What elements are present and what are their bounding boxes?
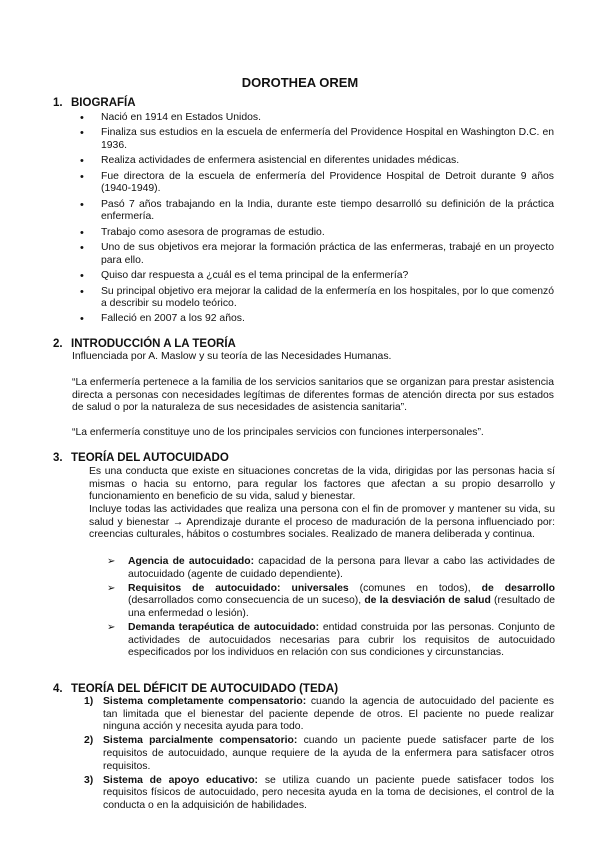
section-2-heading <box>53 338 236 351</box>
selfcare-paragraph-2: Incluye todas las actividades que realiza una persona con el fin de promover y mantener su vida, su salud y bienestar → Aprendizaje durante el proceso de maduración de la persona influenciado por: creencias culturales, hábitos o costumbres sociales. Realizado de manera deliberada y continua. <box>89 504 555 541</box>
list-item: • Fue directora de la escuela de enfermería del Providence Hospital de Detroit durante 9 años (1940-1949). <box>80 171 554 196</box>
item-text: entidad construida por las personas. Conjunto de actividades de autocuidados necesarias para cubrir los requisitos de autocuidado especificados por los individuos en relación con sus condiciones y circunstancias. <box>128 622 555 659</box>
section-3-title: TEORÍA DEL AUTOCUIDADO <box>71 452 229 464</box>
list-item: • Finaliza sus estudios en la escuela de enfermería del Providence Hospital en Washington D.C. en 1936. <box>80 127 554 152</box>
item-number: 2) <box>84 735 94 747</box>
list-item: • Nació en 1914 en Estados Unidos. <box>80 112 554 125</box>
section-4-title: TEORÍA DEL DÉFICIT DE AUTOCUIDADO (TEDA) <box>71 683 339 695</box>
list-item: • Quiso dar respuesta a ¿cuál es el tema principal de la enfermería? <box>80 270 554 283</box>
item-term: Sistema completamente compensatorio: <box>103 696 307 707</box>
theory-intro: Influenciada por A. Maslow y su teoría de las Necesidades Humanas. <box>72 351 392 362</box>
list-item: • Falleció en 2007 a los 92 años. <box>80 313 554 326</box>
item-term: Sistema parcialmente compensatorio: <box>103 735 298 747</box>
item-term: Demanda terapéutica de autocuidado: <box>128 622 320 634</box>
list-item <box>84 735 554 773</box>
quote-2: “La enfermería constituye uno de los principales servicios con funciones interpersonales”. <box>72 427 484 438</box>
deficit-systems-list <box>84 696 554 814</box>
item-text-3: (resultado de una enfermedad o lesión). <box>128 595 556 619</box>
list-item: • Trabajo como asesora de programas de estudio. <box>80 227 554 240</box>
item-text: se utiliza cuando un paciente puede satisfacer todos los requisitos físicos de autocuidado, pero necesita ayuda en la toma de decisiones, el control de la conducta o en la adquisición de habilidades. <box>103 774 555 811</box>
biography-list <box>80 112 554 329</box>
list-item: • Pasó 7 años trabajando en la India, durante este tiempo desarrolló su definición de la práctica enfermería. <box>80 199 554 224</box>
list-item: • Uno de sus objetivos era mejorar la formación práctica de las enfermeras, trabajé en un proyecto para ello. <box>80 242 554 267</box>
list-item <box>107 622 555 660</box>
item-text-2: (desarrollados como consecuencia de un suceso), <box>128 595 365 607</box>
document-title: DOROTHEA OREM <box>241 75 359 90</box>
section-4-heading <box>53 683 338 696</box>
quote-1: “La enfermería pertenece a la familia de los servicios sanitarios que se organizan para prestar asistencia directa a personas con necesidades legítimas de diferentes formas de atención directa por sus estados de salud o por la naturaleza de sus necesidades de asistencia sanitaria”. <box>72 377 554 414</box>
selfcare-paragraph-1: Es una conducta que existe en situaciones concretas de la vida, dirigidas por las personas hacia sí mismas o hacia su entorno, para regular los factores que afectan a su propio desarrollo y funcionamiento en beneficio de su vida, salud y bienestar. <box>89 466 555 503</box>
item-term-3: de la desviación de salud <box>364 595 491 607</box>
list-item <box>107 583 555 621</box>
section-1-number: 1. <box>53 97 63 109</box>
item-number: 3) <box>84 774 94 786</box>
item-term: Agencia de autocuidado: <box>128 556 255 567</box>
list-item: • Realiza actividades de enfermera asistencial en diferentes unidades médicas. <box>80 155 554 168</box>
item-text: (comunes en todos), <box>348 582 482 594</box>
section-4-number: 4. <box>53 683 63 695</box>
list-item <box>107 556 555 581</box>
item-text: cuando la agencia de autocuidado del paciente es tan limitada que el bienestar del paciente depende de otros. El paciente no puede realizar ninguna acción y necesita ayuda para todo. <box>103 696 554 733</box>
section-3-number: 3. <box>53 452 63 464</box>
section-1-title: BIOGRAFÍA <box>71 97 136 109</box>
list-item <box>84 775 554 813</box>
item-text: capacidad de la persona para llevar a cabo las actividades de autocuidado (agente de cuidado dependiente). <box>128 556 556 580</box>
selfcare-concepts-list <box>107 556 555 662</box>
item-term: Sistema de apoyo educativo: <box>103 774 259 786</box>
item-term: Requisitos de autocuidado: universales <box>128 582 349 594</box>
list-item <box>84 696 554 734</box>
section-1-heading <box>53 97 136 110</box>
section-2-title: INTRODUCCIÓN A LA TEORÍA <box>71 338 236 350</box>
item-text: cuando un paciente puede satisfacer parte de los requisitos de autocuidado, aunque requiere de la ayuda de la enfermera para satisfacer otros requisitos. <box>103 735 554 772</box>
item-term-2: de desarrollo <box>481 582 555 594</box>
section-2-number: 2. <box>53 338 63 350</box>
section-3-heading <box>53 452 229 465</box>
item-number: 1) <box>84 696 94 707</box>
list-item: • Su principal objetivo era mejorar la calidad de la enfermería en los hospitales, por lo que comenzó a describir su modelo teórico. <box>80 286 554 311</box>
